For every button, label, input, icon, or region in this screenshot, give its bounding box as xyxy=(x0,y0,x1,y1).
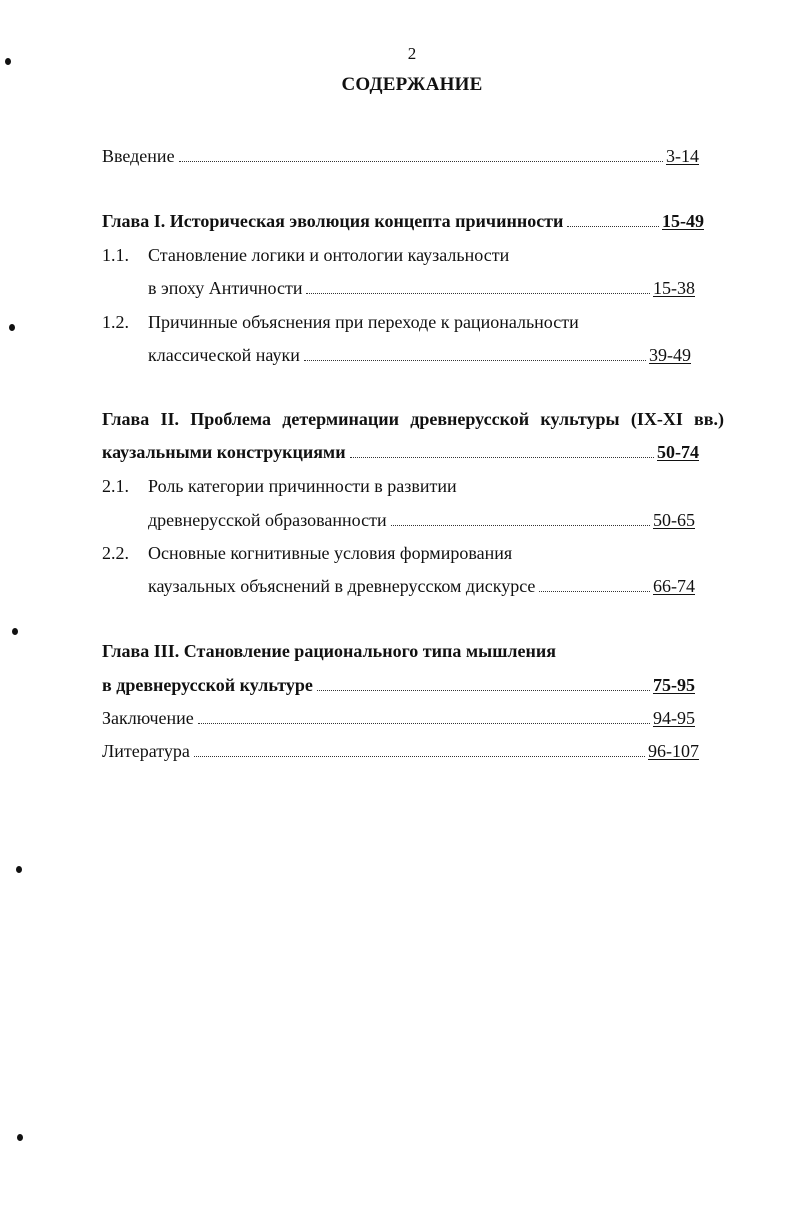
toc-entry-label: Глава III. Становление рационального типа мышления xyxy=(102,641,556,661)
title-word: Глава xyxy=(102,409,150,429)
page-number: 2 xyxy=(407,44,417,63)
toc-entry-pages: 66-74 xyxy=(653,576,695,596)
toc-entry-pages: 75-95 xyxy=(653,675,695,695)
section-title-line1: Роль категории причинности в развитии xyxy=(148,476,457,496)
dot-leader xyxy=(306,293,650,294)
section-number: 1.1. xyxy=(102,245,129,265)
margin-dot xyxy=(9,324,15,331)
toc-entry-label: каузальных объяснений в древнерусском дискурсе xyxy=(148,576,536,596)
dot-leader xyxy=(304,360,646,361)
section-number: 1.2. xyxy=(102,312,129,332)
section-title-line1: Причинные объяснения при переходе к рациональности xyxy=(148,312,579,332)
section-title-line1: Основные когнитивные условия формирования xyxy=(148,543,513,563)
toc-entry-chapter-1[interactable] xyxy=(102,206,704,232)
section-number: 2.1. xyxy=(102,476,129,496)
toc-entry-intro[interactable] xyxy=(102,141,699,167)
toc-entry-literature[interactable] xyxy=(102,736,699,762)
margin-dot xyxy=(17,1134,23,1141)
toc-entry-label: классической науки xyxy=(148,345,300,365)
title-word: (IX-XI xyxy=(630,409,683,429)
title-word: детерминации xyxy=(282,409,399,429)
dot-leader xyxy=(179,161,663,162)
toc-section-2-1-line1 xyxy=(102,471,457,497)
title-word: вв.) xyxy=(694,409,724,429)
toc-entry-label: Заключение xyxy=(102,708,194,728)
dot-leader xyxy=(539,591,650,592)
toc-section-1-1-line1 xyxy=(102,240,510,266)
dot-leader xyxy=(198,723,650,724)
title-word: древнерусской xyxy=(410,409,530,429)
dot-leader xyxy=(567,226,659,227)
margin-dot xyxy=(5,58,11,65)
toc-entry-chapter-3[interactable] xyxy=(102,670,695,696)
toc-entry-label: древнерусской образованности xyxy=(148,510,387,530)
toc-entry-section-1-2[interactable] xyxy=(148,340,691,366)
toc-entry-section-1-1[interactable] xyxy=(148,273,695,299)
dot-leader xyxy=(194,756,645,757)
section-title-line1: Становление логики и онтологии каузальности xyxy=(148,245,510,265)
dot-leader xyxy=(317,690,650,691)
toc-entry-pages: 15-38 xyxy=(653,278,695,298)
toc-entry-section-2-2[interactable] xyxy=(148,571,695,597)
toc-entry-pages: 39-49 xyxy=(649,345,691,365)
toc-entry-label: Литература xyxy=(102,741,190,761)
section-number: 2.2. xyxy=(102,543,129,563)
toc-entry-label: Введение xyxy=(102,146,175,166)
title-word: II. xyxy=(160,409,179,429)
toc-entry-chapter-2[interactable] xyxy=(102,437,699,463)
chapter-2-title-line1[interactable] xyxy=(102,404,724,430)
toc-entry-pages: 94-95 xyxy=(653,708,695,728)
toc-entry-label: в эпоху Античности xyxy=(148,278,303,298)
title-word: Проблема xyxy=(190,409,271,429)
toc-entry-pages: 3-14 xyxy=(666,146,699,166)
toc-entry-conclusion[interactable] xyxy=(102,703,695,729)
margin-dot xyxy=(12,628,18,635)
toc-section-1-2-line1 xyxy=(102,307,579,333)
toc-entry-label: каузальными конструкциями xyxy=(102,442,346,462)
title-word: культуры xyxy=(540,409,620,429)
dot-leader xyxy=(391,525,650,526)
toc-entry-label: Глава I. Историческая эволюция концепта причинности xyxy=(102,211,564,231)
toc-entry-pages: 96-107 xyxy=(648,741,699,761)
toc-entry-pages: 50-65 xyxy=(653,510,695,530)
margin-dot xyxy=(16,866,22,873)
chapter-3-title-line1[interactable] xyxy=(102,636,556,662)
toc-entry-section-2-1[interactable] xyxy=(148,505,695,531)
dot-leader xyxy=(350,457,654,458)
toc-section-2-2-line1 xyxy=(102,538,513,564)
toc-entry-pages: 50-74 xyxy=(657,442,699,462)
page-title: СОДЕРЖАНИЕ xyxy=(341,74,483,95)
toc-entry-label: в древнерусской культуре xyxy=(102,675,313,695)
toc-entry-pages: 15-49 xyxy=(662,211,704,231)
